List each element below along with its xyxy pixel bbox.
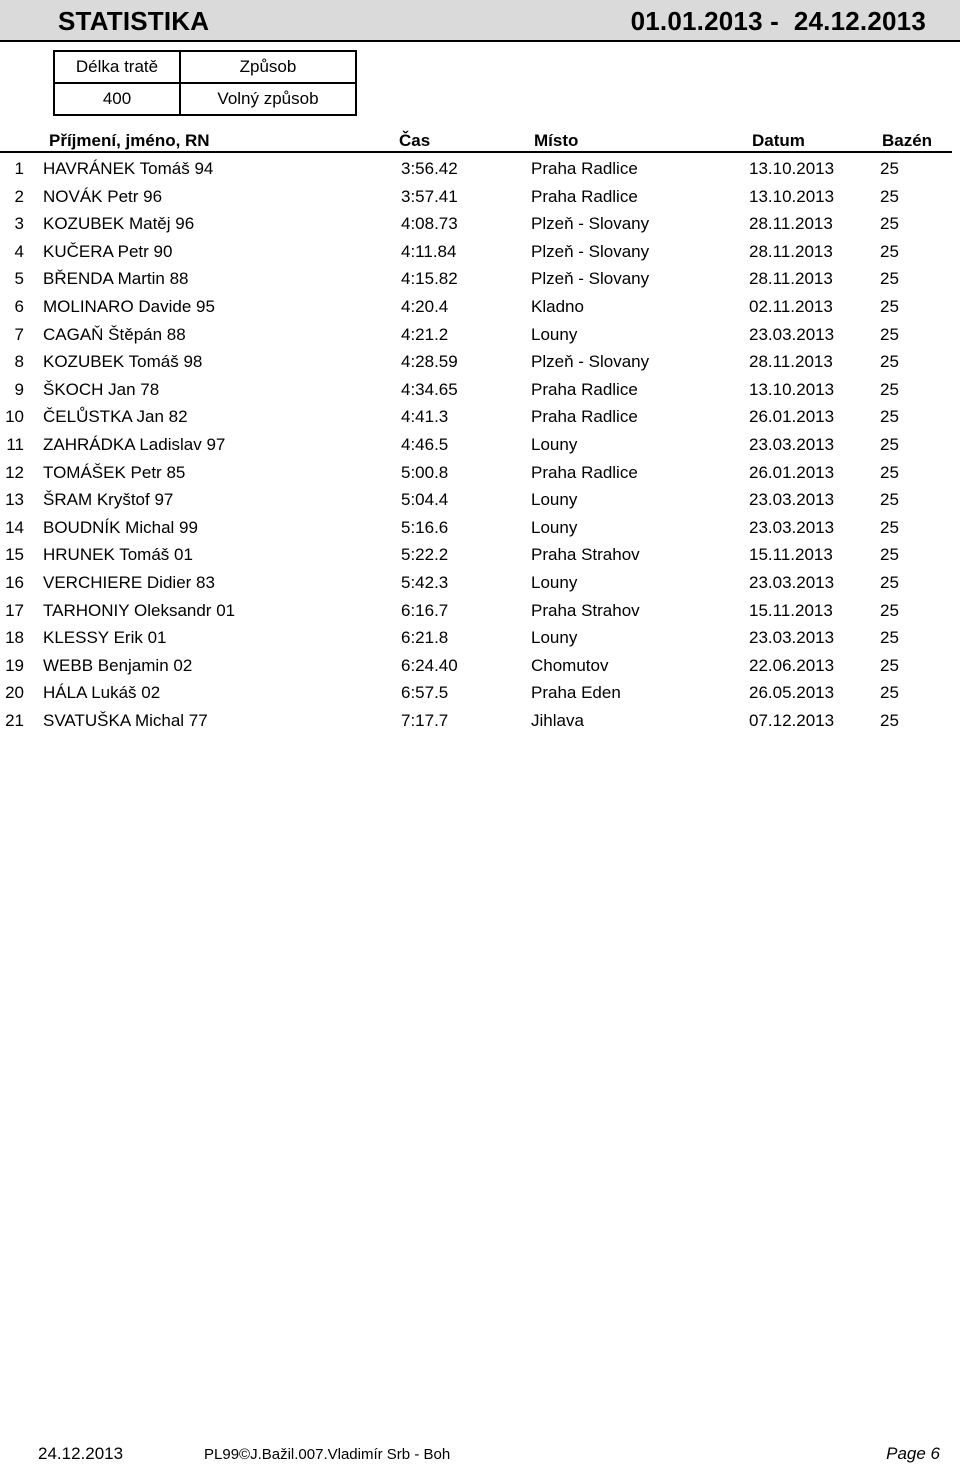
cell-rank: 15 bbox=[5, 545, 24, 565]
cell-date: 26.01.2013 bbox=[749, 462, 835, 482]
cell-date: 13.10.2013 bbox=[749, 379, 835, 399]
cell-name: BŘENDA Martin 88 bbox=[43, 269, 189, 289]
cell-pool: 25 bbox=[880, 352, 899, 372]
table-row bbox=[0, 683, 960, 710]
cell-date: 15.11.2013 bbox=[749, 545, 833, 565]
cell-place: Chomutov bbox=[531, 655, 609, 675]
cell-place: Louny bbox=[531, 628, 578, 648]
cell-time: 4:08.73 bbox=[401, 214, 458, 234]
cell-name: TOMÁŠEK Petr 85 bbox=[43, 462, 186, 482]
cell-name: TARHONIY Oleksandr 01 bbox=[43, 600, 236, 620]
cell-date: 28.11.2013 bbox=[749, 269, 833, 289]
cell-rank: 9 bbox=[14, 379, 24, 399]
table-row bbox=[0, 573, 960, 600]
cell-rank: 12 bbox=[5, 462, 24, 482]
table-row bbox=[0, 380, 960, 407]
cell-rank: 19 bbox=[5, 655, 24, 675]
cell-place: Kladno bbox=[531, 297, 584, 316]
cell-time: 3:56.42 bbox=[401, 159, 458, 178]
cell-pool: 25 bbox=[880, 517, 899, 537]
cell-pool: 25 bbox=[880, 600, 899, 620]
cell-date: 26.05.2013 bbox=[749, 683, 835, 703]
table-row bbox=[0, 297, 960, 324]
cell-rank: 13 bbox=[5, 490, 24, 510]
cell-rank: 5 bbox=[14, 269, 24, 289]
table-row bbox=[0, 352, 960, 379]
cell-pool: 25 bbox=[880, 490, 899, 510]
cell-rank: 17 bbox=[5, 600, 24, 620]
cell-name: HRUNEK Tomáš 01 bbox=[43, 545, 193, 565]
cell-pool: 25 bbox=[880, 407, 899, 427]
cell-time: 5:00.8 bbox=[401, 462, 449, 482]
cell-time: 4:28.59 bbox=[401, 352, 458, 372]
cell-name: SVATUŠKA Michal 77 bbox=[43, 711, 208, 730]
header-divider bbox=[0, 151, 952, 153]
cell-date: 23.03.2013 bbox=[749, 573, 835, 592]
cell-place: Plzeň - Slovany bbox=[531, 352, 650, 372]
column-header-name: Příjmení, jméno, RN bbox=[49, 131, 210, 150]
cell-name: NOVÁK Petr 96 bbox=[43, 186, 163, 206]
cell-date: 22.06.2013 bbox=[749, 655, 835, 675]
cell-rank: 20 bbox=[5, 683, 24, 703]
cell-name: ŠRAM Kryštof 97 bbox=[43, 490, 174, 510]
cell-time: 5:04.4 bbox=[401, 490, 449, 510]
length-label: Délka tratě bbox=[54, 51, 180, 83]
table-row bbox=[0, 325, 960, 352]
table-row bbox=[0, 711, 960, 738]
cell-date: 23.03.2013 bbox=[749, 517, 835, 537]
cell-name: WEBB Benjamin 02 bbox=[43, 655, 193, 675]
cell-pool: 25 bbox=[880, 711, 899, 730]
cell-place: Louny bbox=[531, 324, 578, 344]
cell-pool: 25 bbox=[880, 159, 899, 178]
cell-time: 4:21.2 bbox=[401, 324, 449, 344]
table-row bbox=[0, 435, 960, 462]
date-range: 01.01.2013 - 24.12.2013 bbox=[630, 6, 926, 36]
cell-name: ČELŮSTKA Jan 82 bbox=[43, 407, 188, 427]
cell-rank: 7 bbox=[14, 324, 24, 344]
event-parameters bbox=[53, 50, 357, 116]
cell-place: Praha Radlice bbox=[531, 407, 638, 427]
cell-date: 13.10.2013 bbox=[749, 186, 835, 206]
column-header-date: Datum bbox=[752, 131, 805, 150]
cell-date: 15.11.2013 bbox=[749, 600, 833, 620]
cell-time: 7:17.7 bbox=[401, 711, 449, 730]
cell-time: 5:42.3 bbox=[401, 573, 449, 592]
cell-pool: 25 bbox=[880, 324, 899, 344]
cell-date: 28.11.2013 bbox=[749, 352, 833, 372]
cell-time: 6:16.7 bbox=[401, 600, 449, 620]
cell-pool: 25 bbox=[880, 573, 899, 592]
cell-place: Plzeň - Slovany bbox=[531, 214, 650, 234]
cell-place: Praha Radlice bbox=[531, 159, 638, 178]
cell-rank: 10 bbox=[5, 407, 24, 427]
cell-place: Praha Strahov bbox=[531, 600, 640, 620]
length-value: 400 bbox=[54, 83, 180, 115]
cell-place: Louny bbox=[531, 490, 578, 510]
cell-time: 4:15.82 bbox=[401, 269, 458, 289]
cell-rank: 14 bbox=[5, 517, 24, 537]
cell-time: 4:11.84 bbox=[401, 241, 457, 261]
cell-place: Plzeň - Slovany bbox=[531, 241, 650, 261]
cell-date: 23.03.2013 bbox=[749, 628, 835, 648]
header-bar bbox=[0, 0, 960, 42]
cell-rank: 1 bbox=[14, 159, 24, 178]
cell-time: 4:34.65 bbox=[401, 379, 458, 399]
cell-date: 23.03.2013 bbox=[749, 490, 835, 510]
table-row bbox=[0, 518, 960, 545]
cell-place: Louny bbox=[531, 573, 578, 592]
cell-place: Praha Radlice bbox=[531, 462, 638, 482]
cell-name: KLESSY Erik 01 bbox=[43, 628, 167, 648]
cell-name: KUČERA Petr 90 bbox=[43, 241, 173, 261]
style-value: Volný způsob bbox=[180, 83, 356, 115]
cell-place: Praha Radlice bbox=[531, 186, 638, 206]
cell-rank: 2 bbox=[14, 186, 24, 206]
cell-place: Plzeň - Slovany bbox=[531, 269, 650, 289]
cell-pool: 25 bbox=[880, 241, 899, 261]
cell-name: KOZUBEK Tomáš 98 bbox=[43, 352, 203, 372]
style-label: Způsob bbox=[180, 51, 356, 83]
table-row bbox=[0, 187, 960, 214]
cell-pool: 25 bbox=[880, 545, 899, 565]
cell-name: MOLINARO Davide 95 bbox=[43, 297, 215, 316]
table-row bbox=[0, 214, 960, 241]
cell-name: HÁLA Lukáš 02 bbox=[43, 683, 161, 703]
table-row bbox=[0, 242, 960, 269]
table-row bbox=[0, 463, 960, 490]
cell-pool: 25 bbox=[880, 379, 899, 399]
cell-rank: 18 bbox=[5, 628, 24, 648]
cell-name: VERCHIERE Didier 83 bbox=[43, 573, 215, 592]
cell-rank: 6 bbox=[14, 297, 24, 316]
cell-date: 23.03.2013 bbox=[749, 324, 835, 344]
cell-name: KOZUBEK Matěj 96 bbox=[43, 214, 195, 234]
cell-rank: 16 bbox=[5, 573, 24, 592]
column-header-place: Místo bbox=[534, 131, 579, 150]
table-row bbox=[0, 545, 960, 572]
cell-place: Jihlava bbox=[531, 711, 584, 730]
cell-rank: 11 bbox=[6, 435, 24, 454]
cell-pool: 25 bbox=[880, 683, 899, 703]
footer-credit: PL99©J.Bažil.007.Vladimír Srb - Boh bbox=[204, 1446, 451, 1463]
cell-place: Praha Radlice bbox=[531, 379, 638, 399]
column-header-time: Čas bbox=[399, 131, 431, 150]
table-row bbox=[0, 601, 960, 628]
cell-name: BOUDNÍK Michal 99 bbox=[43, 517, 198, 537]
cell-date: 23.03.2013 bbox=[749, 435, 835, 454]
cell-rank: 8 bbox=[14, 352, 24, 372]
cell-pool: 25 bbox=[880, 186, 899, 206]
cell-date: 07.12.2013 bbox=[749, 711, 835, 730]
cell-time: 6:24.40 bbox=[401, 655, 458, 675]
cell-time: 5:16.6 bbox=[401, 517, 449, 537]
cell-place: Louny bbox=[531, 435, 578, 454]
cell-place: Louny bbox=[531, 517, 578, 537]
cell-pool: 25 bbox=[880, 655, 899, 675]
cell-place: Praha Strahov bbox=[531, 545, 640, 565]
cell-rank: 3 bbox=[14, 214, 24, 234]
cell-time: 3:57.41 bbox=[401, 186, 458, 206]
cell-pool: 25 bbox=[880, 435, 899, 454]
footer-page-number: Page 6 bbox=[886, 1444, 940, 1463]
cell-pool: 25 bbox=[880, 214, 899, 234]
cell-pool: 25 bbox=[880, 297, 899, 316]
cell-time: 4:41.3 bbox=[401, 407, 449, 427]
table-row bbox=[0, 656, 960, 683]
cell-rank: 21 bbox=[5, 711, 24, 730]
cell-pool: 25 bbox=[880, 462, 899, 482]
table-row bbox=[0, 628, 960, 655]
column-header-pool: Bazén bbox=[882, 131, 933, 150]
cell-date: 02.11.2013 bbox=[749, 297, 833, 316]
cell-name: ŠKOCH Jan 78 bbox=[43, 379, 160, 399]
page-title: STATISTIKA bbox=[58, 6, 210, 36]
cell-date: 13.10.2013 bbox=[749, 159, 835, 178]
cell-time: 6:57.5 bbox=[401, 683, 449, 703]
cell-place: Praha Eden bbox=[531, 683, 621, 703]
cell-pool: 25 bbox=[880, 269, 899, 289]
cell-time: 5:22.2 bbox=[401, 545, 449, 565]
cell-rank: 4 bbox=[14, 241, 24, 261]
cell-time: 4:20.4 bbox=[401, 297, 449, 316]
table-row bbox=[0, 490, 960, 517]
table-row bbox=[0, 159, 960, 186]
cell-name: CAGAŇ Štěpán 88 bbox=[43, 324, 186, 344]
table-row bbox=[0, 407, 960, 434]
footer-date: 24.12.2013 bbox=[38, 1444, 124, 1463]
cell-date: 28.11.2013 bbox=[749, 241, 833, 261]
table-row bbox=[0, 269, 960, 296]
cell-date: 28.11.2013 bbox=[749, 214, 833, 234]
cell-pool: 25 bbox=[880, 628, 899, 648]
cell-time: 4:46.5 bbox=[401, 435, 449, 454]
cell-time: 6:21.8 bbox=[401, 628, 449, 648]
cell-name: ZAHRÁDKA Ladislav 97 bbox=[43, 435, 226, 454]
cell-name: HAVRÁNEK Tomáš 94 bbox=[43, 159, 214, 178]
cell-date: 26.01.2013 bbox=[749, 407, 835, 427]
